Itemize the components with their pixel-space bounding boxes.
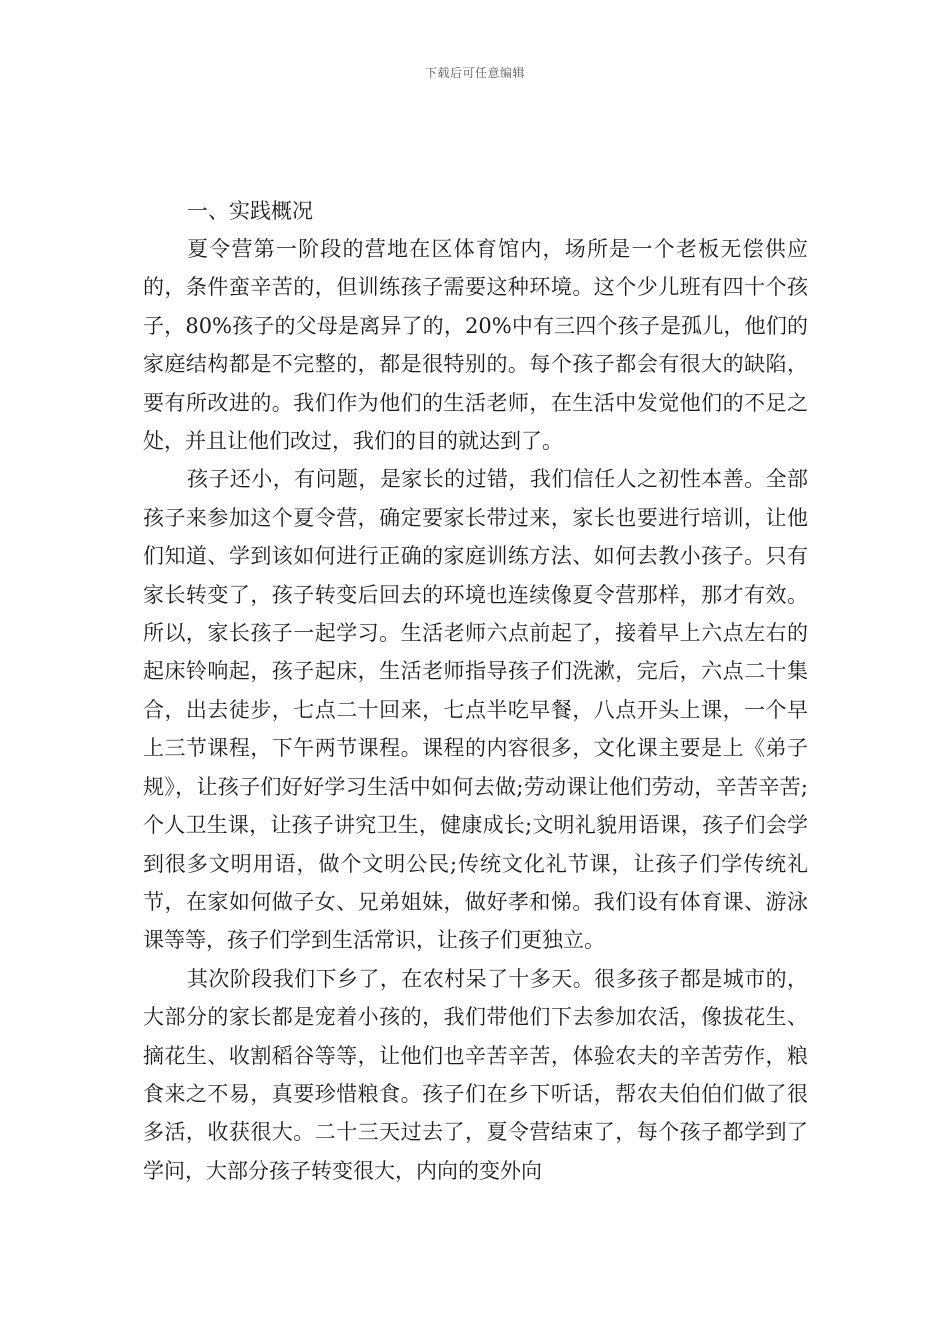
section-title: 一、实践概况 xyxy=(187,199,313,223)
paragraph-countryside-stage: 其次阶段我们下乡了，在农村呆了十多天。很多孩子都是城市的，大部分的家长都是宠着小孩的，我们带他们下去参加农活，像拔花生、摘花生、收割稻谷等等，让他们也辛苦辛苦，体验农夫的辛苦劳作，粮食来之不易，真要珍惜粮食。孩子们在乡下听话，帮农夫伯伯们做了很多活，收获很大。二十三天过去了，夏令营结束了，每个孩子都学到了学问，大部分孩子转变很大，内向的变外向 xyxy=(143,966,808,1183)
paragraph-daily-schedule: 孩子还小，有问题，是家长的过错，我们信任人之初性本善。全部孩子来参加这个夏令营，确定要家长带过来，家长也要进行培训，让他们知道、学到该如何进行正确的家庭训练方法、如何去教小孩子。只有家长转变了，孩子转变后回去的环境也连续像夏令营那样，那才有效。所以，家长孩子一起学习。生活老师六点前起了，接着早上六点左右的起床铃响起，孩子起床，生活老师指导孩子们洗漱，完后，六点二十集合，出去徒步，七点二十回来，七点半吃早餐，八点开头上课，一个早上三节课程，下午两节课程。课程的内容很多，文化课主要是上《弟子规》，让孩子们好好学习生活中如何去做;劳动课让他们劳动，辛苦辛苦;个人卫生课，让孩子讲究卫生，健康成长;文明礼貌用语课，孩子们会学到很多文明用语，做个文明公民;传统文化礼节课，让孩子们学传统礼节，在家如何做子女、兄弟姐妹，做好孝和悌。我们设有体育课、游泳课等等，孩子们学到生活常识，让孩子们更独立。 xyxy=(143,467,808,953)
document-body xyxy=(143,192,808,1190)
paragraph-camp-overview: 夏令营第一阶段的营地在区体育馆内，场所是一个老板无偿供应的，条件蛮辛苦的，但训练孩子需要这种环境。这个少儿班有四十个孩子，80%孩子的父母是离异了的，20%中有三四个孩子是孤儿，他们的家庭结构都是不完整的，都是很特别的。每个孩子都会有很大的缺陷，要有所改进的。我们作为他们的生活老师，在生活中发觉他们的不足之处，并且让他们改过，我们的目的就达到了。 xyxy=(143,237,808,454)
page-header: 下载后可任意编辑 xyxy=(424,66,525,80)
